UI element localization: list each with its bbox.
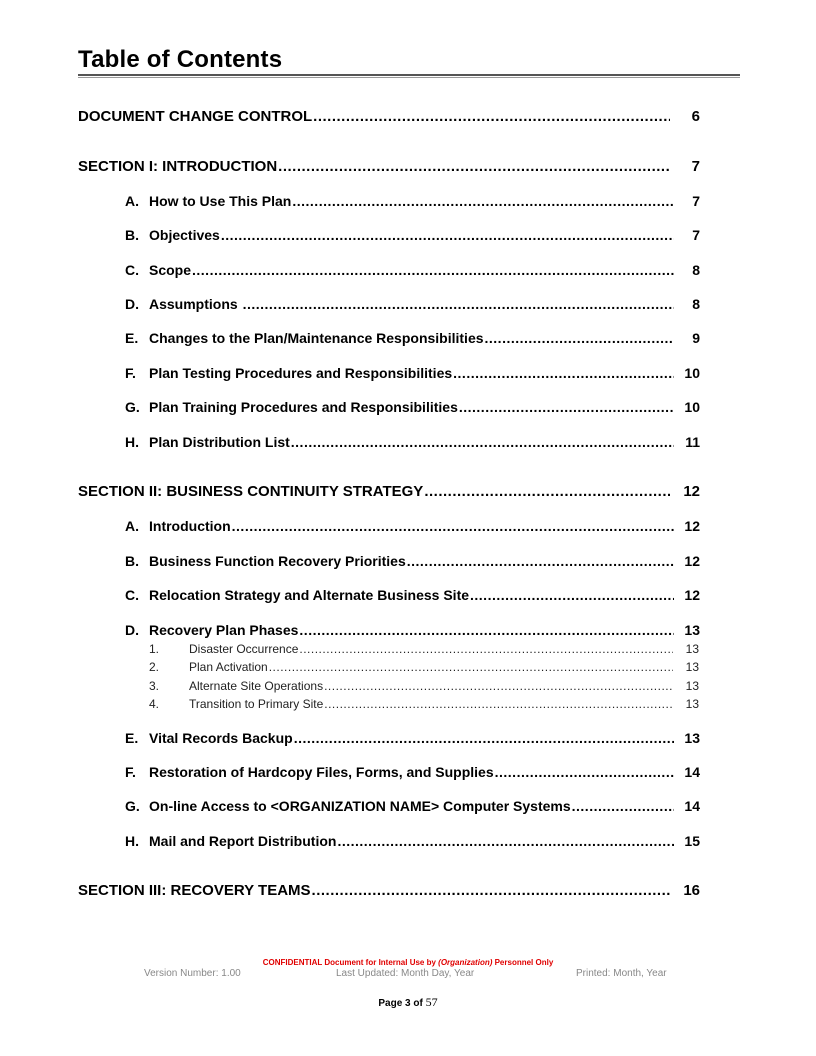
toc-entry-letter: B. [125, 227, 139, 243]
toc-entry-text: Plan Training Procedures and Responsibilities [149, 399, 458, 415]
page-number: Page 3 of 57 [378, 995, 438, 1009]
confidential-notice: CONFIDENTIAL Document for Internal Use by (Organization) Personnel Only [262, 958, 554, 967]
toc-entry-page: 7 [691, 158, 700, 175]
toc-entry-letter: G. [125, 399, 140, 415]
toc-entry-2f[interactable] [125, 764, 700, 780]
toc-entry-page: 9 [692, 330, 700, 346]
toc-entry-text: Transition to Primary Site [189, 697, 324, 711]
toc-entry-page: 15 [684, 833, 700, 849]
toc-entry-2d[interactable] [125, 622, 700, 638]
toc-entry-letter: B. [125, 553, 139, 569]
toc-entry-page: 13 [684, 730, 700, 746]
toc-entry-text: Recovery Plan Phases [149, 622, 299, 638]
toc-entry-letter: H. [125, 833, 139, 849]
toc-entry-number: 3. [149, 679, 160, 693]
toc-entry-text: SECTION II: BUSINESS CONTINUITY STRATEGY [78, 483, 424, 500]
page-title: Table of Contents [78, 46, 283, 73]
toc-entry-section-2[interactable] [78, 483, 700, 500]
toc-entry-letter: C. [125, 587, 139, 603]
toc-entry-1a[interactable] [125, 193, 700, 209]
last-updated: Last Updated: Month Day, Year [336, 968, 475, 979]
toc-entry-text: Vital Records Backup [149, 730, 293, 746]
toc-entry-1e[interactable] [125, 330, 700, 346]
toc-entry-text: Relocation Strategy and Alternate Business Site [149, 587, 470, 603]
title-rule-thin [78, 77, 740, 78]
toc-entry-page: 8 [692, 296, 700, 312]
toc-entry-1b[interactable] [125, 227, 700, 243]
toc-entry-2a[interactable] [125, 518, 700, 534]
toc-entry-letter: D. [125, 296, 139, 312]
toc-entry-text: Mail and Report Distribution [149, 833, 337, 849]
toc-entry-letter: F. [125, 365, 136, 381]
toc-entry-letter: A. [125, 518, 139, 534]
toc-entry-page: 12 [683, 483, 700, 500]
toc-entry-1d[interactable] [125, 296, 700, 312]
toc-entry-text: Changes to the Plan/Maintenance Responsibilities [149, 330, 484, 346]
toc-entry-page: 7 [692, 193, 700, 209]
toc-entry-text: Restoration of Hardcopy Files, Forms, and Supplies [149, 764, 494, 780]
toc-entry-page: 11 [685, 434, 700, 450]
toc-entry-2h[interactable] [125, 833, 700, 849]
toc-entry-text: Objectives [149, 227, 220, 243]
toc-entry-page: 13 [685, 697, 699, 711]
toc-entry-page: 10 [684, 365, 700, 381]
toc-entry-section-1[interactable] [78, 158, 700, 175]
toc-entry-text: Scope [149, 262, 192, 278]
toc-entry-2d4[interactable] [149, 697, 699, 711]
toc-entry-page: 13 [685, 642, 699, 656]
toc-entry-page: 10 [684, 399, 700, 415]
toc-entry-page: 14 [684, 798, 700, 814]
toc-entry-text: Disaster Occurrence [189, 642, 299, 656]
toc-entry-2c[interactable] [125, 587, 700, 603]
toc-entry-text: SECTION I: INTRODUCTION [78, 158, 278, 175]
toc-entry-letter: E. [125, 330, 139, 346]
toc-entry-number: 1. [149, 642, 160, 656]
toc-entry-page: 16 [683, 882, 700, 899]
toc-entry-page: 7 [692, 227, 700, 243]
toc-entry-page: 12 [684, 518, 700, 534]
toc-entry-text: Plan Testing Procedures and Responsibilities [149, 365, 453, 381]
toc-entry-document-change-control[interactable] [78, 108, 700, 125]
toc-entry-page: 12 [684, 587, 700, 603]
toc-entry-2d3[interactable] [149, 679, 699, 693]
toc-entry-page: 13 [684, 622, 700, 638]
toc-entry-letter: F. [125, 764, 136, 780]
toc-entry-letter: G. [125, 798, 140, 814]
toc-entry-letter: C. [125, 262, 139, 278]
toc-entry-letter: D. [125, 622, 139, 638]
toc-entry-text: Business Function Recovery Priorities [149, 553, 406, 569]
toc-entry-text: Plan Distribution List [149, 434, 290, 450]
toc-entry-1h[interactable] [125, 434, 700, 450]
toc-entry-2b[interactable] [125, 553, 700, 569]
toc-entry-page: 13 [685, 679, 699, 693]
toc-entry-number: 4. [149, 697, 160, 711]
toc-entry-letter: A. [125, 193, 139, 209]
toc-entry-page: 12 [684, 553, 700, 569]
toc-entry-text: How to Use This Plan [149, 193, 292, 209]
toc-entry-page: 8 [692, 262, 700, 278]
toc-entry-letter: E. [125, 730, 139, 746]
toc-entry-number: 2. [149, 660, 160, 674]
toc-entry-letter: H. [125, 434, 139, 450]
toc-entry-2e[interactable] [125, 730, 700, 746]
toc-entry-1c[interactable] [125, 262, 700, 278]
toc-entry-page: 13 [685, 660, 699, 674]
toc-entry-text: On-line Access to <ORGANIZATION NAME> Computer Systems [149, 798, 571, 814]
toc-entry-text: Plan Activation [189, 660, 268, 674]
toc-entry-text: SECTION III: RECOVERY TEAMS [78, 882, 311, 899]
title-rule [78, 74, 740, 76]
toc-entry-text: Alternate Site Operations [189, 679, 324, 693]
toc-entry-text: DOCUMENT CHANGE CONTROL [78, 108, 313, 125]
version-number: Version Number: 1.00 [144, 968, 241, 979]
toc-entry-2g[interactable] [125, 798, 700, 814]
toc-entry-1g[interactable] [125, 399, 700, 415]
toc-entry-section-3[interactable] [78, 882, 700, 899]
toc-entry-page: 6 [691, 108, 700, 125]
printed-date: Printed: Month, Year [576, 968, 667, 979]
toc-entry-text: Introduction [149, 518, 231, 534]
toc-entry-2d2[interactable] [149, 660, 699, 674]
toc-entry-text: Assumptions [149, 296, 242, 312]
toc-entry-1f[interactable] [125, 365, 700, 381]
toc-entry-page: 14 [684, 764, 700, 780]
toc-entry-2d1[interactable] [149, 642, 699, 656]
